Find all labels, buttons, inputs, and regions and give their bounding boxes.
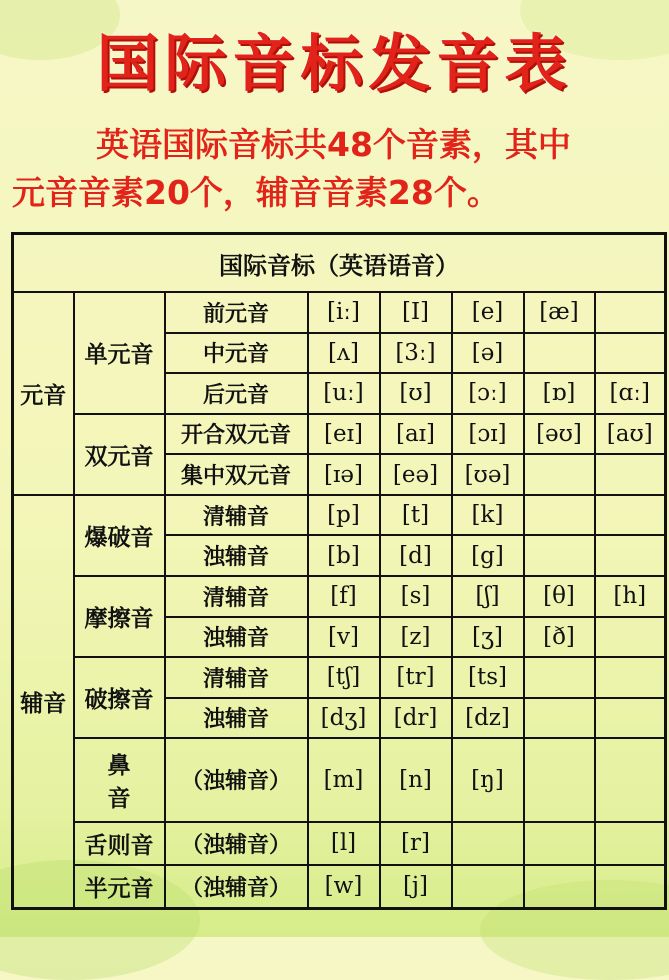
symbol-cell: [p] bbox=[308, 495, 380, 536]
symbol-cell bbox=[524, 738, 595, 822]
table-row bbox=[13, 292, 666, 333]
row-label: （浊辅音） bbox=[165, 738, 308, 822]
symbol-cell bbox=[524, 454, 595, 495]
symbol-cell: [ɒ] bbox=[524, 373, 595, 414]
symbol-cell bbox=[595, 535, 666, 576]
table-row bbox=[13, 738, 666, 822]
symbol-cell: [d] bbox=[380, 535, 452, 576]
symbol-cell bbox=[524, 333, 595, 374]
symbol-cell: [ts] bbox=[452, 657, 524, 698]
symbol-cell: [ʊə] bbox=[452, 454, 524, 495]
group-semivowels: 半元音 bbox=[74, 865, 165, 909]
symbol-cell bbox=[524, 822, 595, 865]
row-label: （浊辅音） bbox=[165, 865, 308, 909]
table-row bbox=[13, 576, 666, 617]
symbol-cell bbox=[524, 535, 595, 576]
symbol-cell bbox=[595, 454, 666, 495]
row-label: 清辅音 bbox=[165, 495, 308, 536]
row-label: 浊辅音 bbox=[165, 617, 308, 658]
symbol-cell: [I] bbox=[380, 292, 452, 333]
symbol-cell: [s] bbox=[380, 576, 452, 617]
symbol-cell bbox=[595, 865, 666, 909]
symbol-cell: [ɔː] bbox=[452, 373, 524, 414]
symbol-cell bbox=[595, 292, 666, 333]
symbol-cell: [tr] bbox=[380, 657, 452, 698]
symbol-cell bbox=[595, 657, 666, 698]
symbol-cell: [ʌ] bbox=[308, 333, 380, 374]
symbol-cell bbox=[524, 865, 595, 909]
symbol-cell: [θ] bbox=[524, 576, 595, 617]
symbol-cell: [æ] bbox=[524, 292, 595, 333]
symbol-cell: [əʊ] bbox=[524, 414, 595, 455]
symbol-cell bbox=[595, 698, 666, 739]
row-label: 前元音 bbox=[165, 292, 308, 333]
intro-line-1: 英语国际音标共48个音素，其中 bbox=[96, 125, 571, 164]
row-label: 中元音 bbox=[165, 333, 308, 374]
category-vowels: 元音 bbox=[13, 292, 74, 495]
symbol-cell: [t] bbox=[380, 495, 452, 536]
symbol-cell bbox=[452, 865, 524, 909]
symbol-cell bbox=[595, 738, 666, 822]
symbol-cell: [k] bbox=[452, 495, 524, 536]
group-monophthongs: 单元音 bbox=[74, 292, 165, 414]
table-row bbox=[13, 865, 666, 909]
group-laterals: 舌则音 bbox=[74, 822, 165, 865]
symbol-cell: [iː] bbox=[308, 292, 380, 333]
symbol-cell: [dʒ] bbox=[308, 698, 380, 739]
symbol-cell bbox=[595, 333, 666, 374]
symbol-cell: [ʒ] bbox=[452, 617, 524, 658]
symbol-cell: [l] bbox=[308, 822, 380, 865]
symbol-cell: [ʃ] bbox=[452, 576, 524, 617]
symbol-cell: [aɪ] bbox=[380, 414, 452, 455]
group-plosives: 爆破音 bbox=[74, 495, 165, 576]
symbol-cell: [ð] bbox=[524, 617, 595, 658]
table-row bbox=[13, 822, 666, 865]
symbol-cell: [n] bbox=[380, 738, 452, 822]
table-row bbox=[13, 657, 666, 698]
table-header: 国际音标（英语语音） bbox=[13, 234, 666, 293]
symbol-cell: [ə] bbox=[452, 333, 524, 374]
symbol-cell bbox=[524, 698, 595, 739]
symbol-cell: [ɔɪ] bbox=[452, 414, 524, 455]
symbol-cell: [ʊ] bbox=[380, 373, 452, 414]
row-label: 浊辅音 bbox=[165, 698, 308, 739]
row-label: 清辅音 bbox=[165, 657, 308, 698]
symbol-cell: [ɪə] bbox=[308, 454, 380, 495]
symbol-cell bbox=[595, 495, 666, 536]
symbol-cell bbox=[595, 822, 666, 865]
group-fricatives: 摩擦音 bbox=[74, 576, 165, 657]
symbol-cell: [j] bbox=[380, 865, 452, 909]
intro-line-2: 元音音素20个，辅音音素28个。 bbox=[12, 173, 500, 212]
symbol-cell: [e] bbox=[452, 292, 524, 333]
row-label: 浊辅音 bbox=[165, 535, 308, 576]
symbol-cell: [3ː] bbox=[380, 333, 452, 374]
symbol-cell: [v] bbox=[308, 617, 380, 658]
table-row bbox=[13, 414, 666, 455]
group-diphthongs: 双元音 bbox=[74, 414, 165, 495]
row-label: 开合双元音 bbox=[165, 414, 308, 455]
symbol-cell bbox=[524, 657, 595, 698]
symbol-cell: [r] bbox=[380, 822, 452, 865]
symbol-cell: [z] bbox=[380, 617, 452, 658]
poster-title: 国际音标发音表 bbox=[96, 27, 573, 100]
symbol-cell: [g] bbox=[452, 535, 524, 576]
category-consonants: 辅音 bbox=[13, 495, 74, 909]
symbol-cell: [m] bbox=[308, 738, 380, 822]
row-label: 后元音 bbox=[165, 373, 308, 414]
symbol-cell: [eə] bbox=[380, 454, 452, 495]
ipa-table bbox=[11, 232, 667, 910]
group-nasals: 鼻音 bbox=[74, 738, 165, 822]
symbol-cell: [uː] bbox=[308, 373, 380, 414]
symbol-cell: [b] bbox=[308, 535, 380, 576]
row-label: 集中双元音 bbox=[165, 454, 308, 495]
symbol-cell: [dz] bbox=[452, 698, 524, 739]
symbol-cell bbox=[452, 822, 524, 865]
row-label: （浊辅音） bbox=[165, 822, 308, 865]
table-header-row bbox=[13, 234, 666, 293]
symbol-cell: [w] bbox=[308, 865, 380, 909]
symbol-cell bbox=[524, 495, 595, 536]
symbol-cell bbox=[595, 617, 666, 658]
symbol-cell: [dr] bbox=[380, 698, 452, 739]
symbol-cell: [h] bbox=[595, 576, 666, 617]
symbol-cell: [eɪ] bbox=[308, 414, 380, 455]
table-row bbox=[13, 495, 666, 536]
symbol-cell: [f] bbox=[308, 576, 380, 617]
group-affricates: 破擦音 bbox=[74, 657, 165, 738]
symbol-cell: [aʊ] bbox=[595, 414, 666, 455]
symbol-cell: [ɑː] bbox=[595, 373, 666, 414]
symbol-cell: [tʃ] bbox=[308, 657, 380, 698]
row-label: 清辅音 bbox=[165, 576, 308, 617]
symbol-cell: [ŋ] bbox=[452, 738, 524, 822]
